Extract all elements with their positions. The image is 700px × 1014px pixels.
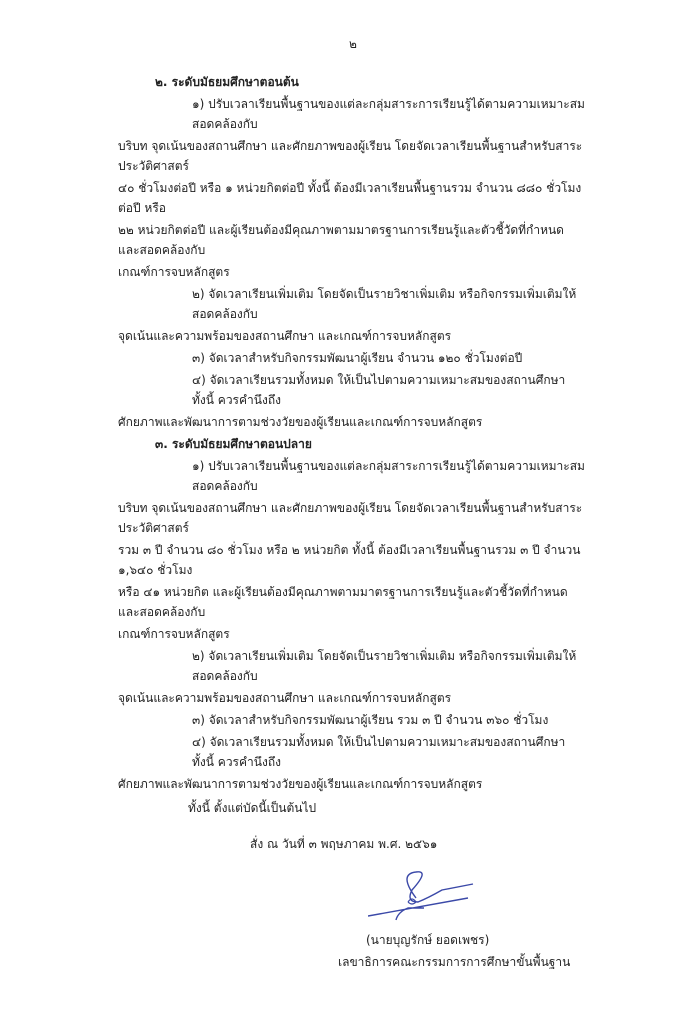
paragraph-line: บริบท จุดเน้นของสถานศึกษา และศักยภาพของผู้เรียน โดยจัดเวลาเรียนพื้นฐานสำหรับสาระประวัติศาสตร์	[118, 501, 583, 535]
paragraph-line: ๓) จัดเวลาสำหรับกิจกรรมพัฒนาผู้เรียน รวม ๓ ปี จำนวน ๓๖๐ ชั่วโมง	[192, 713, 549, 727]
paragraph-line: ๓) จัดเวลาสำหรับกิจกรรมพัฒนาผู้เรียน จำนวน ๑๒๐ ชั่วโมงต่อปี	[192, 351, 523, 365]
paragraph-line: จุดเน้นและความพร้อมของสถานศึกษา และเกณฑ์การจบหลักสูตร	[118, 691, 452, 705]
signer-title: เลขาธิการคณะกรรมการการศึกษาขั้นพื้นฐาน	[338, 955, 571, 969]
paragraph-line: ๔๐ ชั่วโมงต่อปี หรือ ๑ หน่วยกิตต่อปี ทั้งนี้ ต้องมีเวลาเรียนพื้นฐานรวม จำนวน ๘๘๐ ชั่วโมงต่อปี หรือ	[118, 181, 582, 215]
date-line: สั่ง ณ วันที่ ๓ พฤษภาคม พ.ศ. ๒๕๖๑	[250, 837, 438, 851]
paragraph-line: บริบท จุดเน้นของสถานศึกษา และศักยภาพของผู้เรียน โดยจัดเวลาเรียนพื้นฐานสำหรับสาระประวัติศาสตร์	[118, 139, 583, 173]
paragraph-line: หรือ ๔๑ หน่วยกิต และผู้เรียนต้องมีคุณภาพตามมาตรฐานการเรียนรู้และตัวชี้วัดที่กำหนด และสอดคล้องกับ	[118, 585, 568, 619]
section-3-heading: ๓. ระดับมัธยมศึกษาตอนปลาย	[155, 437, 312, 451]
paragraph-line: ๒) จัดเวลาเรียนเพิ่มเติม โดยจัดเป็นรายวิชาเพิ่มเติม หรือกิจกรรมเพิ่มเติมให้สอดคล้องกับ	[192, 649, 577, 683]
signature-image	[368, 868, 498, 928]
paragraph-line: ศักยภาพและพัฒนาการตามช่วงวัยของผู้เรียนและเกณฑ์การจบหลักสูตร	[118, 777, 483, 791]
paragraph-line: ๑) ปรับเวลาเรียนพื้นฐานของแต่ละกลุ่มสาระการเรียนรู้ได้ตามความเหมาะสม สอดคล้องกับ	[192, 97, 585, 131]
paragraph-line: จุดเน้นและความพร้อมของสถานศึกษา และเกณฑ์การจบหลักสูตร	[118, 329, 452, 343]
section-2-heading: ๒. ระดับมัธยมศึกษาตอนต้น	[155, 75, 299, 89]
paragraph-line: เกณฑ์การจบหลักสูตร	[118, 265, 230, 279]
paragraph-line: ศักยภาพและพัฒนาการตามช่วงวัยของผู้เรียนและเกณฑ์การจบหลักสูตร	[118, 415, 483, 429]
paragraph-line: รวม ๓ ปี จำนวน ๘๐ ชั่วโมง หรือ ๒ หน่วยกิต ทั้งนี้ ต้องมีเวลาเรียนพื้นฐานรวม ๓ ปี จำนวน ๑,๖๔๐ ชั่วโมง	[118, 543, 581, 577]
signature-area	[118, 868, 588, 930]
page-number: ๒	[349, 37, 357, 51]
paragraph-line: ๔) จัดเวลาเรียนรวมทั้งหมด ให้เป็นไปตามความเหมาะสมของสถานศึกษา ทั้งนี้ ควรคำนึงถึง	[192, 373, 566, 407]
paragraph-line: ๒) จัดเวลาเรียนเพิ่มเติม โดยจัดเป็นรายวิชาเพิ่มเติม หรือกิจกรรมเพิ่มเติมให้สอดคล้องกับ	[192, 287, 577, 321]
effective-statement: ทั้งนี้ ตั้งแต่บัดนี้เป็นต้นไป	[188, 801, 317, 815]
paragraph-line: ๒๒ หน่วยกิตต่อปี และผู้เรียนต้องมีคุณภาพตามมาตรฐานการเรียนรู้และตัวชี้วัดที่กำหนด และสอดคล้องกับ	[118, 223, 564, 257]
paragraph-line: ๑) ปรับเวลาเรียนพื้นฐานของแต่ละกลุ่มสาระการเรียนรู้ได้ตามความเหมาะสม สอดคล้องกับ	[192, 459, 585, 493]
paragraph-line: ๔) จัดเวลาเรียนรวมทั้งหมด ให้เป็นไปตามความเหมาะสมของสถานศึกษา ทั้งนี้ ควรคำนึงถึง	[192, 735, 566, 769]
signer-name: (นายบุญรักษ์ ยอดเพชร)	[366, 933, 490, 947]
paragraph-line: เกณฑ์การจบหลักสูตร	[118, 627, 230, 641]
